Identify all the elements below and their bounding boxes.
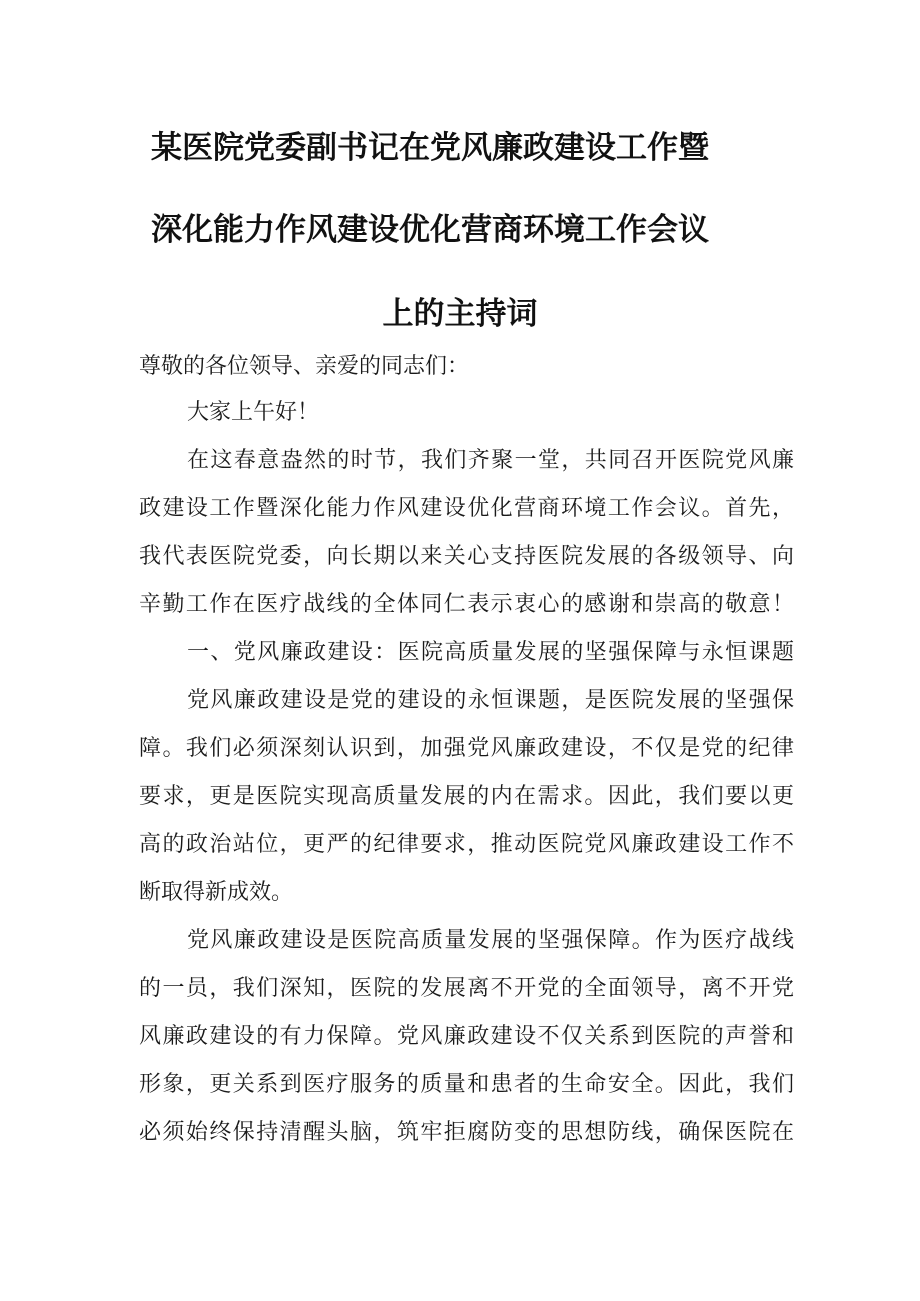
paragraph-2-line-1: 党风廉政建设是党的建设的永恒课题，是医院发展的坚强保: [187, 688, 794, 713]
document-title-line-1: 某医院党委副书记在党风廉政建设工作暨: [151, 130, 709, 166]
salutation: 尊敬的各位领导、亲爱的同志们：: [139, 354, 470, 379]
paragraph-3-line-4: 形象，更关系到医疗服务的质量和患者的生命安全。因此，我们: [139, 1072, 794, 1097]
section-heading-1: 一、党风廉政建设：医院高质量发展的坚强保障与永恒课题: [187, 640, 794, 665]
paragraph-1-line-4: 辛勤工作在医疗战线的全体同仁表示衷心的感谢和崇高的敬意！: [139, 592, 794, 617]
paragraph-1-line-3: 我代表医院党委，向长期以来关心支持医院发展的各级领导、向: [139, 544, 794, 569]
paragraph-3-line-5: 必须始终保持清醒头脑，筑牢拒腐防变的思想防线，确保医院在: [139, 1120, 794, 1145]
paragraph-3-line-1: 党风廉政建设是医院高质量发展的坚强保障。作为医疗战线: [187, 928, 794, 953]
document-title-line-3: 上的主持词: [382, 296, 538, 332]
paragraph-3-line-3: 风廉政建设的有力保障。党风廉政建设不仅关系到医院的声誉和: [139, 1024, 794, 1049]
paragraph-2-line-5: 断取得新成效。: [139, 880, 294, 905]
paragraph-2-line-2: 障。我们必须深刻认识到，加强党风廉政建设，不仅是党的纪律: [139, 736, 794, 761]
greeting: 大家上午好！: [187, 400, 320, 425]
paragraph-1-line-2: 政建设工作暨深化能力作风建设优化营商环境工作会议。首先，: [139, 496, 794, 521]
paragraph-1-line-1: 在这春意盎然的时节，我们齐聚一堂，共同召开医院党风廉: [187, 448, 794, 473]
paragraph-3-line-2: 的一员，我们深知，医院的发展离不开党的全面领导，离不开党: [139, 976, 794, 1001]
paragraph-2-line-3: 要求，更是医院实现高质量发展的内在需求。因此，我们要以更: [139, 784, 794, 809]
document-title-line-2: 深化能力作风建设优化营商环境工作会议: [151, 212, 709, 248]
paragraph-2-line-4: 高的政治站位，更严的纪律要求，推动医院党风廉政建设工作不: [139, 832, 794, 857]
